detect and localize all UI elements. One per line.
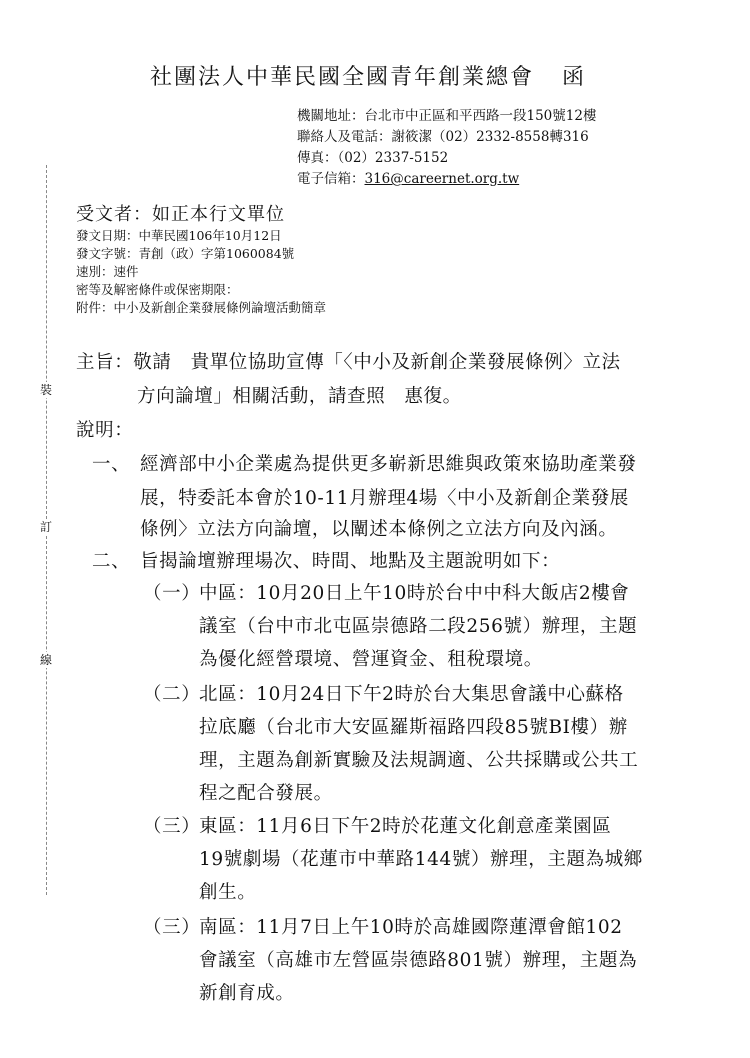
item-2-marker: 二、 [92, 551, 131, 572]
document-type: 函 [562, 65, 587, 90]
subitem-1-line-1: 中區：10月20日上午10時於台中中科大飯店2樓會 [199, 583, 630, 604]
subitem-3-line-1: 東區：11月6日下午2時於花蓮文化創意產業園區 [199, 816, 612, 837]
binding-char-zhuang: 裝 [39, 383, 52, 397]
subitem-2-line-1: 北區：10月24日下午2時於台大集思會議中心蘇格 [199, 684, 624, 705]
letterhead-title [150, 60, 586, 91]
subitem-1-line-3: 為優化經營環境、營運資金、租稅環境。 [199, 649, 543, 670]
subitem-3-line-3: 創生。 [199, 882, 257, 903]
item-1-line-2: 展，特委託本會於10-11月辦理4場〈中小及新創企業發展 [140, 488, 629, 509]
item-1-marker: 一、 [92, 454, 131, 475]
subitem-1-marker: （一） [143, 583, 201, 604]
item-1-line-3: 條例〉立法方向論壇，以闡述本條例之立法方向及內涵。 [140, 519, 618, 540]
subitem-4-line-3: 新創育成。 [199, 983, 295, 1004]
item-1-line-1: 經濟部中小企業處為提供更多嶄新思維與政策來協助產業發 [140, 454, 637, 475]
subitem-2-line-3: 理，主題為創新實驗及法規調適、公共採購或公共工 [199, 750, 639, 771]
subitem-3-marker: （三） [143, 816, 201, 837]
subitem-4-line-2: 會議室（高雄市左營區崇德路801號）辦理，主題為 [199, 950, 638, 971]
explanation-label: 說明： [76, 420, 134, 441]
email-label: 電子信箱： [297, 171, 365, 187]
subitem-4-line-1: 南區：11月7日上午10時於高雄國際蓮潭會館102 [199, 917, 623, 938]
contact-email [297, 169, 519, 190]
subitem-4-marker: （三） [143, 917, 201, 938]
contact-address: 機關地址：台北市中正區和平西路一段150號12樓 [297, 108, 597, 124]
binding-char-xian: 線 [39, 653, 52, 667]
subitem-2-marker: （二） [143, 684, 201, 705]
subitem-2-line-4: 程之配合發展。 [199, 783, 333, 804]
subitem-1-line-2: 議室（台中市北屯區崇德路二段256號）辦理，主題 [199, 616, 638, 637]
document-number: 發文字號：青創（政）字第1060084號 [76, 246, 295, 261]
email-link[interactable]: 316@careernet.org.tw [364, 171, 520, 187]
subitem-3-line-2: 19號劇場（花蓮市中華路144號）辦理，主題為城鄉 [199, 849, 643, 870]
secrecy-level: 密等及解密條件或保密期限： [76, 282, 239, 297]
subitem-2-line-2: 拉底廳（台北市大安區羅斯福路四段85號BI樓）辦 [199, 717, 628, 738]
subject-line-2: 方向論壇」相關活動，請查照 惠復。 [137, 386, 462, 407]
subject-line-1: 主旨：敬請 貴單位協助宣傳「〈中小及新創企業發展條例〉立法 [76, 352, 621, 373]
contact-person-phone: 聯絡人及電話：謝筱潔（02）2332-8558轉316 [297, 129, 589, 145]
recipient: 受文者：如正本行文單位 [76, 204, 285, 225]
organization-name: 社團法人中華民國全國青年創業總會 [150, 65, 535, 90]
binding-char-ding: 訂 [39, 520, 52, 534]
attachment: 附件：中小及新創企業發展條例論壇活動簡章 [76, 300, 327, 315]
contact-fax: 傳真：（02）2337-5152 [297, 150, 449, 166]
issue-date: 發文日期：中華民國106年10月12日 [76, 228, 282, 243]
item-2-line-1: 旨揭論壇辦理場次、時間、地點及主題說明如下： [140, 551, 561, 572]
delivery-speed: 速別：速件 [76, 264, 139, 279]
